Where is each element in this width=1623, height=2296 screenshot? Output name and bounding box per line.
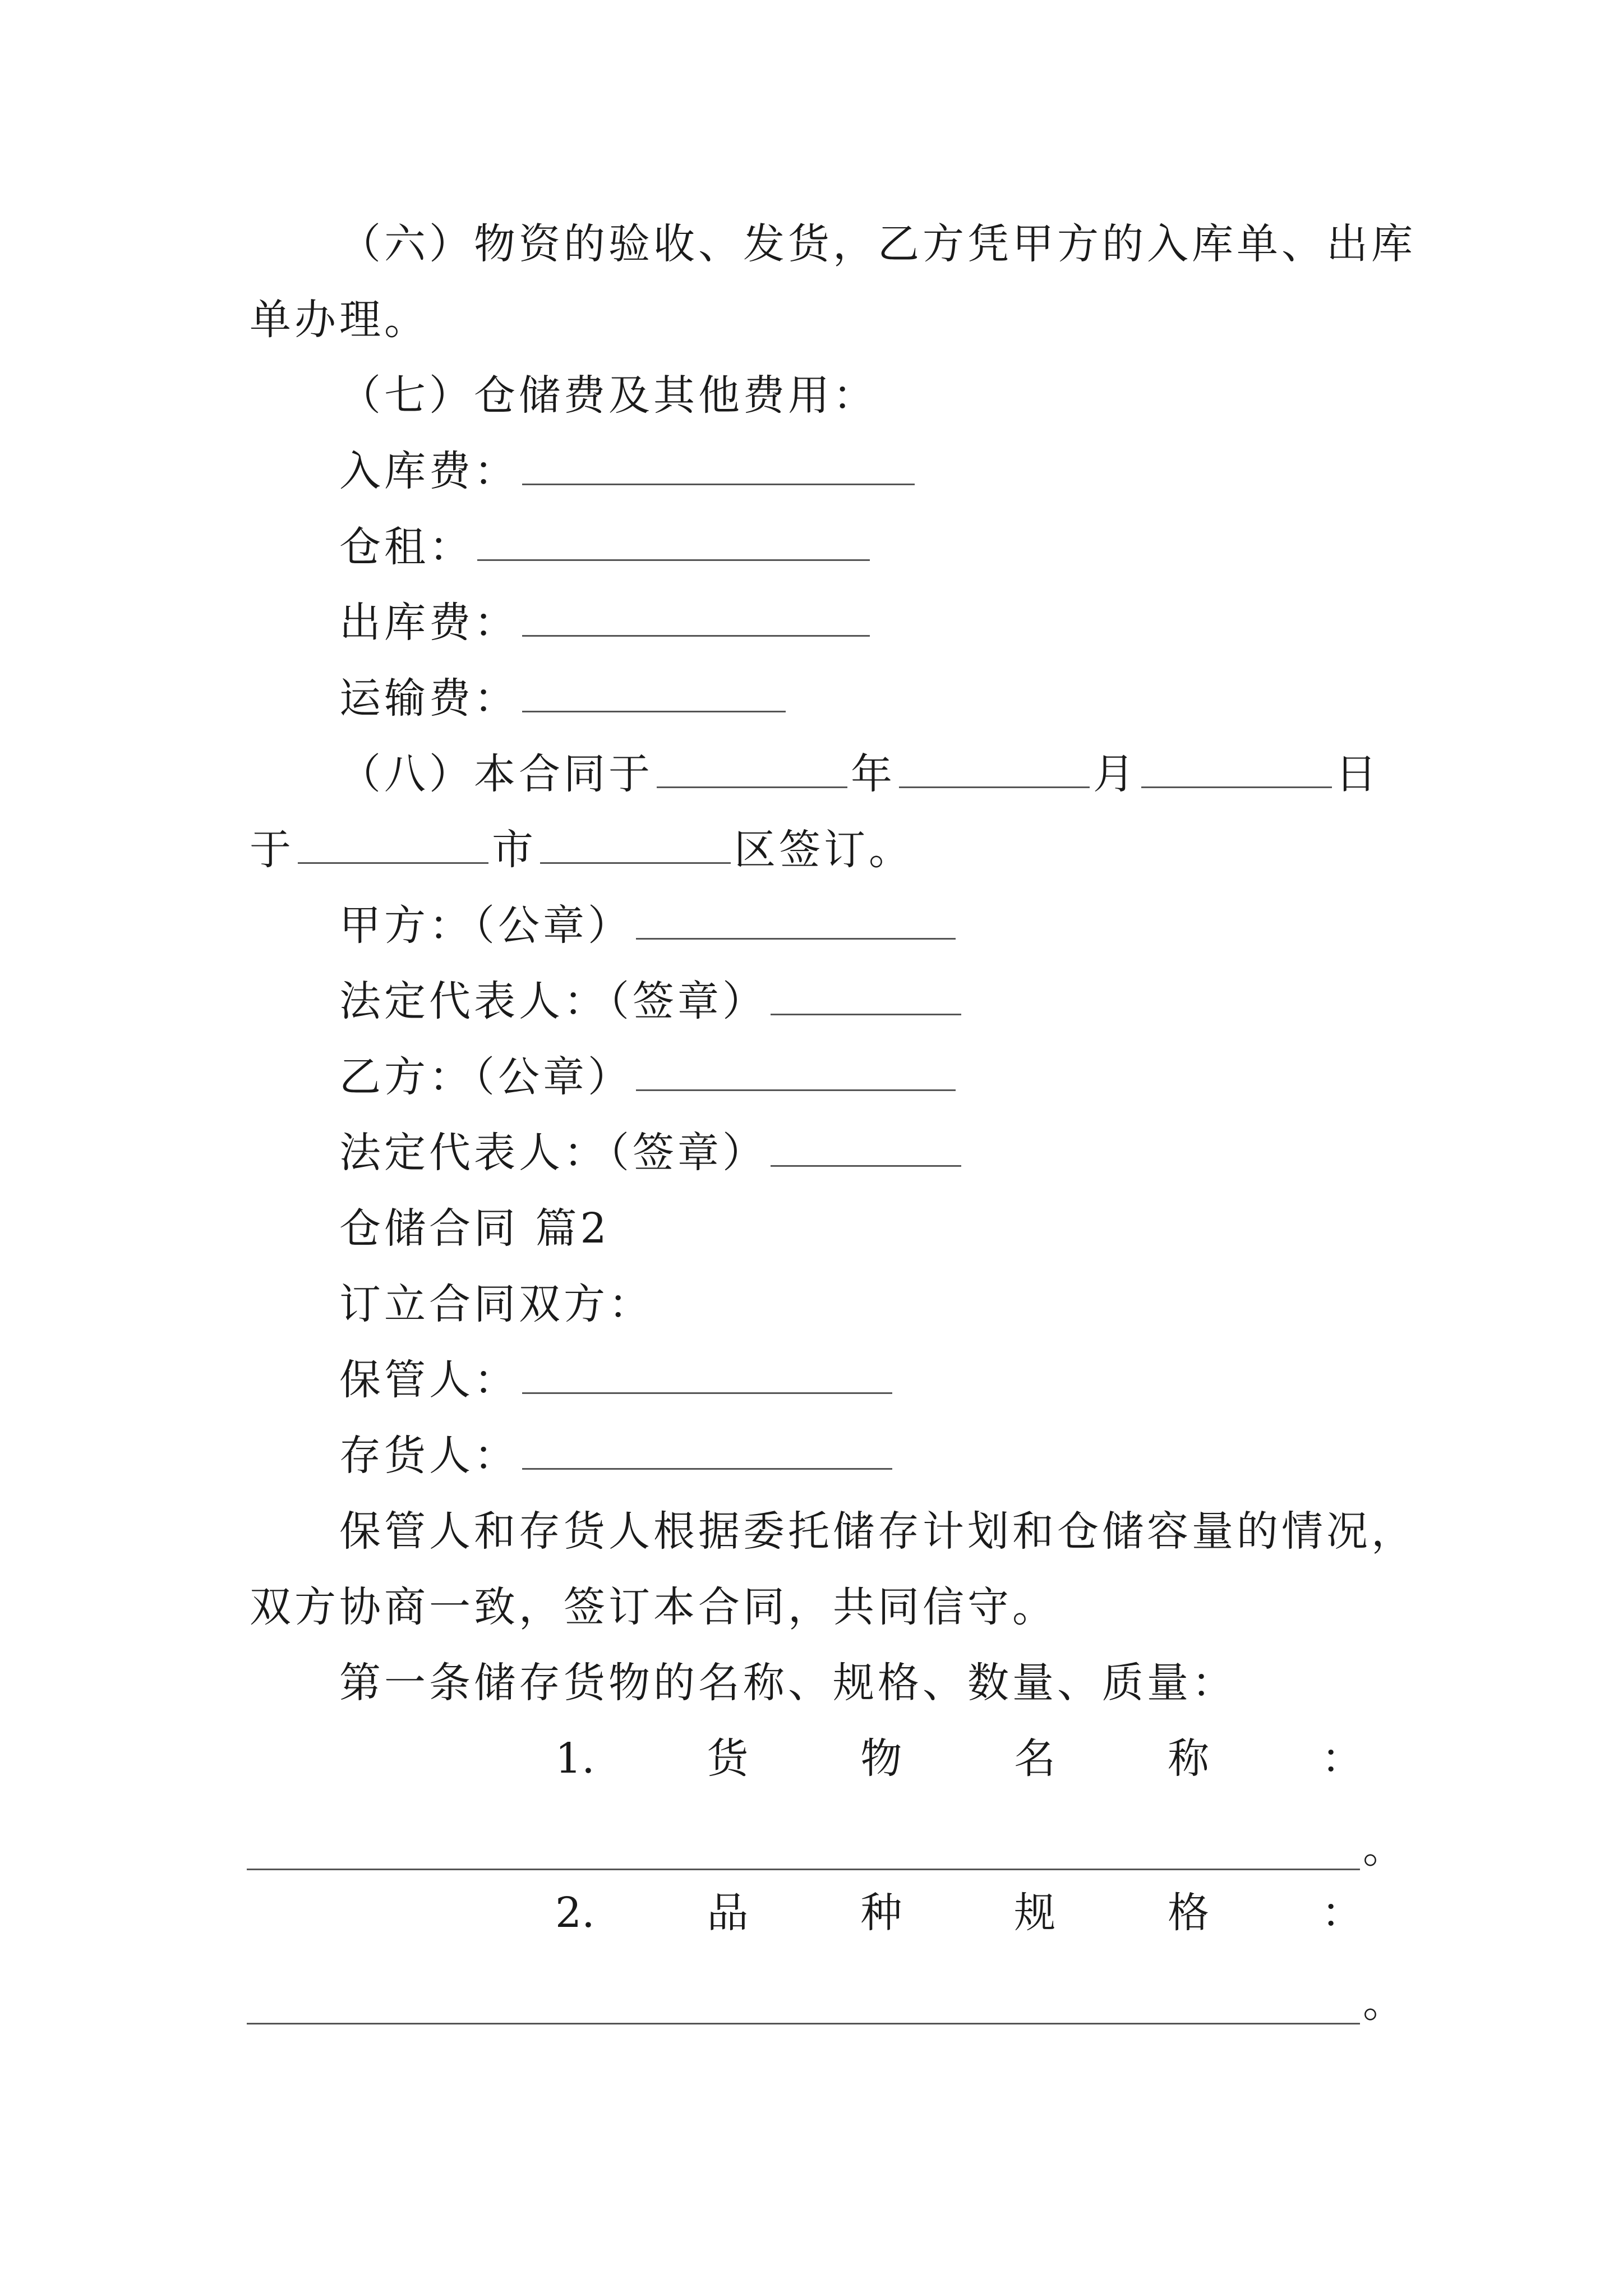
fee-entry-cangzu bbox=[339, 519, 873, 575]
party-b-label: 乙方：（公章） bbox=[339, 1053, 633, 1101]
custodian-label: 保管人： bbox=[339, 1356, 519, 1404]
preamble-line-1: 保管人和存货人根据委托储存计划和仓储容量的情况， bbox=[339, 1507, 1416, 1556]
clause-8-text: 于 bbox=[250, 826, 294, 874]
month-label: 月 bbox=[1093, 750, 1138, 798]
fill-blank[interactable] bbox=[522, 449, 915, 485]
item-char: 种 bbox=[860, 1889, 902, 1937]
fee-label: 入库费： bbox=[339, 447, 519, 495]
clause-6-line-1: （六）物资的验收、发货，乙方凭甲方的入库单、出库 bbox=[339, 220, 1416, 268]
signature-blank[interactable] bbox=[771, 1130, 961, 1167]
item-number: 1. bbox=[555, 1734, 595, 1783]
fee-label: 出库费： bbox=[339, 599, 519, 647]
item-char: 物 bbox=[860, 1734, 902, 1783]
item-1-blank[interactable] bbox=[247, 1867, 1360, 1870]
fill-blank[interactable] bbox=[522, 600, 870, 637]
representative-label: 法定代表人：（签章） bbox=[339, 977, 767, 1025]
city-blank[interactable] bbox=[298, 827, 488, 864]
fee-entry-yunshu bbox=[339, 670, 789, 726]
clause-8-text: （八）本合同于 bbox=[339, 750, 653, 798]
item-char: 品 bbox=[707, 1889, 749, 1937]
item-2-end-mark: 。 bbox=[1363, 1978, 1404, 2027]
clause-6-line-2: 单办理。 bbox=[250, 296, 429, 344]
signature-blank[interactable] bbox=[636, 903, 956, 940]
fee-label: 仓租： bbox=[339, 523, 474, 571]
item-1-end-mark: 。 bbox=[1363, 1824, 1404, 1872]
item-char: 名 bbox=[1014, 1734, 1056, 1783]
parties-heading: 订立合同双方： bbox=[339, 1280, 653, 1328]
item-char: 货 bbox=[707, 1734, 749, 1783]
day-label: 日 bbox=[1335, 750, 1380, 798]
item-char: 称 bbox=[1168, 1734, 1210, 1783]
depositor-label: 存货人： bbox=[339, 1432, 519, 1480]
party-a-rep-line bbox=[339, 973, 965, 1029]
party-a-label: 甲方：（公章） bbox=[339, 901, 633, 950]
district-blank[interactable] bbox=[540, 827, 731, 864]
item-2-blank[interactable] bbox=[247, 2021, 1360, 2024]
custodian-line bbox=[339, 1352, 896, 1408]
city-label: 市 bbox=[492, 826, 537, 874]
signature-blank[interactable] bbox=[636, 1055, 956, 1091]
party-b-rep-line bbox=[339, 1125, 965, 1181]
article-1-heading: 第一条储存货物的名称、规格、数量、质量： bbox=[339, 1659, 1237, 1707]
item-char: 格 bbox=[1168, 1889, 1210, 1937]
clause-8-line-1 bbox=[339, 746, 1380, 802]
item-2-line bbox=[555, 1885, 1363, 1941]
item-1-line bbox=[555, 1731, 1363, 1787]
signature-blank[interactable] bbox=[771, 979, 961, 1015]
year-label: 年 bbox=[851, 750, 896, 798]
fill-blank[interactable] bbox=[522, 1433, 892, 1470]
section-heading: 仓储合同 篇2 bbox=[339, 1204, 610, 1253]
item-colon: ： bbox=[1321, 1734, 1363, 1783]
representative-label: 法定代表人：（签章） bbox=[339, 1129, 767, 1177]
fill-blank[interactable] bbox=[522, 1358, 892, 1394]
month-blank[interactable] bbox=[899, 752, 1090, 788]
clause-7-heading: （七）仓储费及其他费用： bbox=[339, 371, 878, 420]
year-blank[interactable] bbox=[657, 752, 847, 788]
item-char: 规 bbox=[1014, 1889, 1056, 1937]
day-blank[interactable] bbox=[1141, 752, 1332, 788]
preamble-line-2: 双方协商一致，签订本合同，共同信守。 bbox=[250, 1583, 1057, 1631]
party-a-seal-line bbox=[339, 898, 959, 954]
fee-label: 运输费： bbox=[339, 674, 519, 723]
item-number: 2. bbox=[555, 1889, 595, 1937]
fee-entry-chuku bbox=[339, 595, 873, 651]
fill-blank[interactable] bbox=[477, 524, 870, 561]
clause-8-line-2 bbox=[250, 822, 914, 878]
party-b-seal-line bbox=[339, 1049, 959, 1105]
fill-blank[interactable] bbox=[522, 676, 786, 712]
fee-entry-ruku bbox=[339, 443, 918, 499]
item-colon: ： bbox=[1321, 1889, 1363, 1937]
depositor-line bbox=[339, 1428, 896, 1484]
district-label: 区签订。 bbox=[734, 826, 914, 874]
